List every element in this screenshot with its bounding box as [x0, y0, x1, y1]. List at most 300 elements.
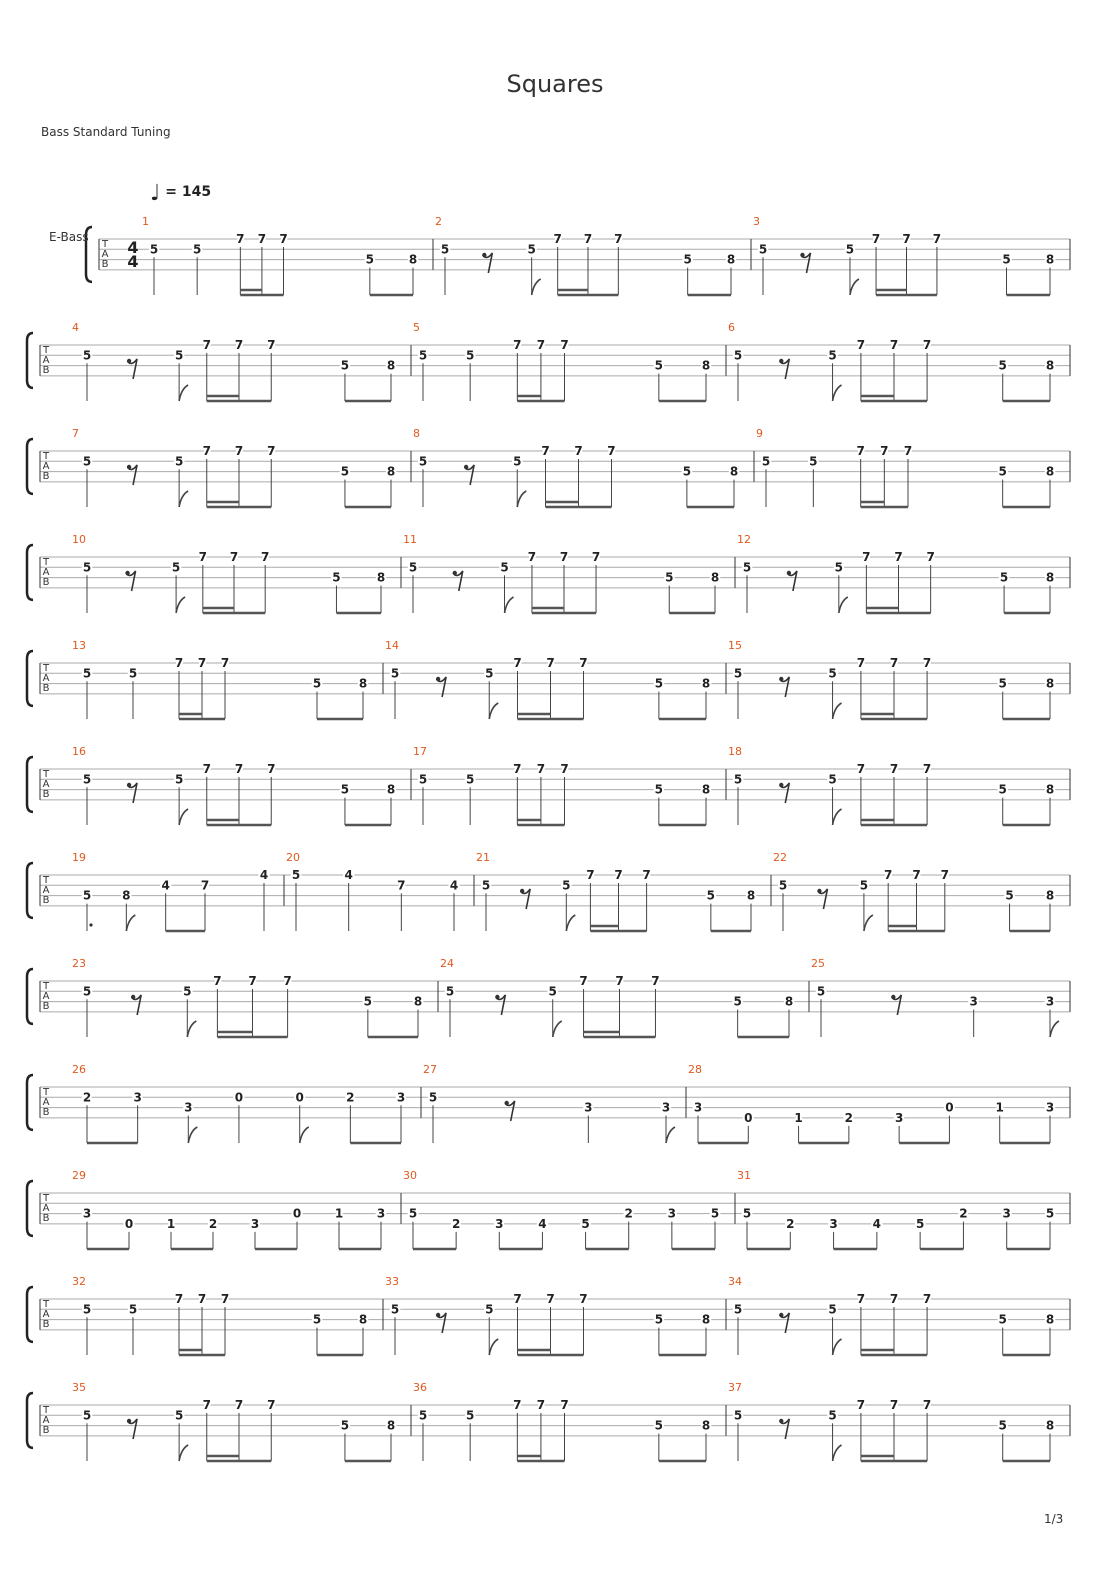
- eighth-flag-icon: [187, 1021, 196, 1037]
- eighth-flag-icon: [532, 279, 541, 295]
- fret-number: 5: [82, 772, 92, 787]
- fret-number: 7: [527, 550, 537, 564]
- fret-number: 5: [465, 772, 475, 787]
- fret-number: 5: [654, 358, 664, 373]
- fret-number: 7: [651, 974, 660, 988]
- fret-number: 8: [386, 1418, 396, 1433]
- measure-number: 30: [403, 1169, 417, 1182]
- fret-number: 8: [701, 1418, 711, 1433]
- fret-number: 7: [279, 232, 288, 246]
- fret-number: 8: [1045, 782, 1055, 797]
- tab-clef-letter: T: [42, 769, 50, 780]
- fret-number: 5: [363, 994, 373, 1009]
- fret-number: 7: [197, 1292, 207, 1306]
- fret-number: 5: [291, 868, 301, 882]
- eighth-rest-dot: [504, 1101, 508, 1105]
- fret-number: 4: [538, 1216, 547, 1231]
- fret-number: 7: [234, 338, 244, 352]
- fret-number: 8: [701, 358, 711, 373]
- time-signature-top: 4: [127, 238, 139, 257]
- fret-number: 7: [560, 762, 569, 776]
- fret-number: 7: [174, 656, 184, 670]
- system-bracket: [27, 1075, 33, 1130]
- fret-number: 5: [682, 464, 692, 479]
- fret-number: 7: [932, 232, 942, 246]
- eighth-flag-icon: [489, 1339, 498, 1355]
- fret-number: 5: [733, 994, 742, 1009]
- eighth-rest-dot: [464, 465, 468, 469]
- fret-number: 7: [513, 656, 522, 670]
- tab-clef-letter: A: [42, 779, 50, 790]
- eighth-flag-icon: [833, 1339, 842, 1355]
- fret-number: 3: [495, 1216, 504, 1231]
- fret-number: 7: [614, 868, 623, 882]
- fret-number: 5: [174, 348, 184, 363]
- system-bracket: [27, 969, 33, 1024]
- fret-number: 5: [654, 782, 664, 797]
- fret-number: 7: [862, 550, 871, 564]
- fret-number: 7: [922, 656, 932, 670]
- measure-number: 18: [728, 745, 742, 758]
- fret-number: 7: [903, 444, 913, 458]
- fret-number: 5: [654, 676, 664, 691]
- system-bracket: [27, 757, 33, 812]
- fret-number: 8: [746, 888, 756, 903]
- fret-number: 5: [654, 1312, 664, 1327]
- fret-number: 8: [1045, 1418, 1055, 1433]
- measure-number: 23: [72, 957, 86, 970]
- fret-number: 7: [220, 656, 230, 670]
- fret-number: 5: [340, 782, 350, 797]
- fret-number: 5: [548, 984, 557, 999]
- fret-number: 8: [386, 782, 396, 797]
- tab-clef-letter: B: [42, 1425, 50, 1436]
- fret-number: 8: [1045, 676, 1055, 691]
- fret-number: 7: [574, 444, 583, 458]
- fret-number: 5: [82, 888, 92, 903]
- fret-number: 8: [1045, 252, 1055, 267]
- fret-number: 2: [208, 1216, 218, 1231]
- tab-clef-letter: T: [42, 1299, 50, 1310]
- tab-clef-letter: A: [42, 1203, 50, 1214]
- fret-number: 0: [124, 1216, 134, 1231]
- fret-number: 7: [200, 878, 210, 893]
- eighth-flag-icon: [553, 1021, 562, 1037]
- fret-number: 8: [701, 676, 711, 691]
- song-title: Squares: [506, 70, 604, 98]
- measure-number: 28: [688, 1063, 702, 1076]
- fret-number: 3: [184, 1100, 193, 1115]
- fret-number: 5: [174, 1408, 184, 1423]
- measure-number: 6: [728, 321, 735, 334]
- page-number: 1/3: [1044, 1512, 1064, 1526]
- fret-number: 7: [283, 974, 292, 988]
- eighth-rest-dot: [131, 995, 135, 999]
- fret-number: 3: [661, 1100, 671, 1115]
- fret-number: 7: [257, 232, 267, 246]
- quarter-note-icon: ♩: [150, 181, 161, 206]
- measure-number: 14: [385, 639, 399, 652]
- fret-number: 5: [408, 560, 418, 575]
- measure-number: 11: [403, 533, 417, 546]
- eighth-flag-icon: [179, 385, 188, 401]
- system-bracket: [27, 545, 33, 600]
- fret-number: 5: [312, 1312, 322, 1327]
- tab-clef-letter: T: [42, 345, 50, 356]
- fret-number: 2: [786, 1216, 795, 1231]
- tuning-label: Bass Standard Tuning: [41, 125, 171, 139]
- fret-number: 7: [559, 550, 569, 564]
- fret-number: 5: [816, 984, 826, 999]
- eighth-rest-dot: [436, 1313, 440, 1317]
- eighth-flag-icon: [505, 597, 514, 613]
- eighth-rest-dot: [779, 783, 783, 787]
- fret-number: 5: [174, 772, 184, 787]
- fret-number: 5: [828, 666, 837, 681]
- fret-number: 8: [408, 252, 418, 267]
- fret-number: 7: [922, 338, 932, 352]
- fret-number: 7: [553, 232, 562, 246]
- fret-number: 5: [828, 348, 837, 363]
- fret-number: 5: [418, 772, 428, 787]
- fret-number: 7: [856, 444, 865, 458]
- fret-number: 5: [128, 666, 138, 681]
- eighth-rest-dot: [779, 1313, 783, 1317]
- tab-system: [27, 851, 1070, 931]
- fret-number: 7: [267, 1398, 276, 1412]
- tab-clef-letter: B: [42, 1319, 50, 1330]
- measure-number: 3: [753, 215, 760, 228]
- tab-system: [27, 1169, 1070, 1249]
- fret-number: 7: [922, 762, 932, 776]
- fret-number: 5: [128, 1302, 138, 1317]
- fret-number: 7: [267, 762, 276, 776]
- fret-number: 5: [654, 1418, 664, 1433]
- eighth-rest-dot: [495, 995, 499, 999]
- tab-clef-letter: T: [42, 875, 50, 886]
- measure-number: 16: [72, 745, 86, 758]
- eighth-rest-dot: [127, 465, 131, 469]
- fret-number: 5: [778, 878, 788, 893]
- eighth-rest-dot: [125, 571, 129, 575]
- fret-number: 7: [546, 656, 555, 670]
- fret-number: 3: [1002, 1206, 1011, 1221]
- fret-number: 7: [248, 974, 257, 988]
- system-bracket: [27, 863, 33, 918]
- fret-number: 5: [390, 666, 400, 681]
- fret-number: 0: [295, 1090, 304, 1105]
- fret-number: 7: [234, 444, 244, 458]
- fret-number: 7: [579, 1292, 588, 1306]
- tab-clef-letter: T: [42, 557, 50, 568]
- tab-clef-letter: B: [42, 789, 50, 800]
- fret-number: 7: [940, 868, 949, 882]
- fret-number: 5: [82, 1302, 92, 1317]
- fret-number: 5: [149, 242, 159, 257]
- measure-number: 37: [728, 1381, 742, 1394]
- fret-number: 7: [397, 878, 406, 893]
- measure-number: 33: [385, 1275, 399, 1288]
- fret-number: 7: [889, 762, 899, 776]
- measure-number: 34: [728, 1275, 742, 1288]
- measure-number: 13: [72, 639, 86, 652]
- tab-system: [27, 745, 1070, 825]
- fret-number: 3: [1045, 1100, 1055, 1115]
- fret-number: 5: [733, 348, 743, 363]
- fret-number: 3: [376, 1206, 386, 1221]
- measure-number: 26: [72, 1063, 86, 1076]
- fret-number: 7: [642, 868, 651, 882]
- fret-number: 5: [809, 454, 818, 469]
- eighth-rest-dot: [891, 995, 895, 999]
- fret-number: 2: [451, 1216, 461, 1231]
- measure-number: 12: [737, 533, 751, 546]
- tab-clef-letter: T: [42, 1087, 50, 1098]
- fret-number: 5: [332, 570, 341, 585]
- system-bracket: [27, 1393, 33, 1448]
- fret-number: 5: [733, 1302, 743, 1317]
- tab-clef-letter: T: [42, 451, 50, 462]
- fret-number: 5: [408, 1206, 418, 1221]
- fret-number: 0: [945, 1100, 954, 1115]
- fret-number: 8: [122, 888, 131, 903]
- tab-clef-letter: T: [42, 981, 50, 992]
- dot-icon: [89, 923, 92, 926]
- fret-number: 5: [465, 348, 475, 363]
- fret-number: 5: [445, 984, 455, 999]
- fret-number: 4: [449, 878, 459, 893]
- measure-number: 2: [435, 215, 442, 228]
- fret-number: 7: [889, 1292, 899, 1306]
- fret-number: 5: [82, 1408, 92, 1423]
- eighth-rest-dot: [779, 677, 783, 681]
- fret-number: 0: [744, 1110, 753, 1125]
- fret-number: 7: [871, 232, 881, 246]
- fret-number: 7: [536, 338, 546, 352]
- fret-number: 4: [259, 868, 269, 882]
- fret-number: 5: [845, 242, 855, 257]
- fret-number: 5: [183, 984, 192, 999]
- eighth-flag-icon: [179, 491, 188, 507]
- measure-number: 22: [773, 851, 787, 864]
- fret-number: 7: [202, 762, 211, 776]
- tab-clef-letter: T: [42, 1405, 50, 1416]
- fret-number: 7: [197, 656, 207, 670]
- fret-number: 8: [1045, 358, 1055, 373]
- fret-number: 5: [859, 878, 869, 893]
- fret-number: 5: [418, 1408, 428, 1423]
- measure-number: 5: [413, 321, 420, 334]
- fret-number: 5: [758, 242, 768, 257]
- fret-number: 7: [513, 338, 522, 352]
- eighth-flag-icon: [864, 915, 873, 931]
- fret-number: 5: [82, 560, 92, 575]
- fret-number: 8: [1045, 888, 1055, 903]
- eighth-flag-icon: [517, 491, 526, 507]
- fret-number: 5: [999, 570, 1009, 585]
- fret-number: 5: [465, 1408, 475, 1423]
- fret-number: 5: [82, 454, 92, 469]
- fret-number: 5: [710, 1206, 720, 1221]
- measure-number: 36: [413, 1381, 427, 1394]
- tab-system: [27, 1063, 1070, 1143]
- tab-clef-letter: B: [42, 683, 50, 694]
- fret-number: 5: [192, 242, 202, 257]
- tab-clef-letter: A: [42, 1097, 50, 1108]
- system-bracket: [27, 439, 33, 494]
- fret-number: 5: [998, 1312, 1007, 1327]
- fret-number: 7: [889, 338, 899, 352]
- fret-number: 5: [340, 358, 350, 373]
- tab-clef-letter: B: [42, 577, 50, 588]
- eighth-flag-icon: [176, 597, 185, 613]
- fret-number: 5: [834, 560, 843, 575]
- fret-number: 1: [794, 1110, 803, 1125]
- fret-number: 5: [440, 242, 450, 257]
- system-bracket: [27, 1181, 33, 1236]
- fret-number: 7: [513, 1292, 522, 1306]
- fret-number: 0: [292, 1206, 302, 1221]
- fret-number: 5: [1005, 888, 1014, 903]
- tab-system: [27, 1381, 1070, 1461]
- fret-number: 7: [615, 974, 624, 988]
- measure-number: 24: [440, 957, 454, 970]
- fret-number: 5: [828, 1408, 837, 1423]
- eighth-rest-dot: [800, 253, 804, 257]
- fret-number: 3: [894, 1110, 904, 1125]
- fret-number: 0: [234, 1090, 244, 1105]
- system-bracket: [27, 333, 33, 388]
- fret-number: 7: [894, 550, 903, 564]
- fret-number: 7: [856, 762, 866, 776]
- fret-number: 5: [761, 454, 771, 469]
- tab-system: [27, 533, 1070, 613]
- fret-number: 4: [344, 868, 353, 882]
- eighth-flag-icon: [489, 703, 498, 719]
- fret-number: 5: [733, 1408, 743, 1423]
- measure-number: 9: [756, 427, 763, 440]
- eighth-rest-dot: [482, 253, 486, 257]
- eighth-rest-dot: [779, 359, 783, 363]
- fret-number: 8: [701, 782, 711, 797]
- fret-number: 7: [261, 550, 270, 564]
- fret-number: 7: [560, 338, 569, 352]
- tab-clef-letter: B: [42, 365, 50, 376]
- tab-system: [49, 215, 1070, 295]
- eighth-flag-icon: [300, 1127, 309, 1143]
- tab-clef-letter: B: [42, 1213, 50, 1224]
- tab-system: [27, 1275, 1070, 1355]
- fret-number: 7: [536, 1398, 546, 1412]
- fret-number: 5: [1045, 1206, 1055, 1221]
- measure-number: 15: [728, 639, 742, 652]
- fret-number: 3: [969, 994, 978, 1009]
- tab-system: [27, 427, 1070, 507]
- measure-number: 1: [142, 215, 149, 228]
- eighth-flag-icon: [833, 809, 842, 825]
- fret-number: 5: [998, 782, 1007, 797]
- eighth-rest-dot: [520, 889, 524, 893]
- fret-number: 5: [513, 454, 522, 469]
- fret-number: 5: [390, 1302, 400, 1317]
- tab-clef-letter: T: [42, 663, 50, 674]
- fret-number: 7: [234, 762, 244, 776]
- fret-number: 7: [902, 232, 911, 246]
- fret-number: 7: [267, 444, 276, 458]
- fret-number: 7: [202, 338, 211, 352]
- fret-number: 5: [665, 570, 674, 585]
- tab-system: [27, 321, 1070, 401]
- measure-number: 10: [72, 533, 86, 546]
- fret-number: 5: [998, 464, 1007, 479]
- fret-number: 1: [995, 1100, 1004, 1115]
- fret-number: 5: [340, 464, 350, 479]
- fret-number: 7: [889, 1398, 899, 1412]
- fret-number: 2: [82, 1090, 92, 1105]
- fret-number: 7: [614, 232, 623, 246]
- eighth-flag-icon: [833, 1445, 842, 1461]
- fret-number: 5: [500, 560, 509, 575]
- fret-number: 7: [884, 868, 893, 882]
- tab-clef-letter: A: [42, 461, 50, 472]
- fret-number: 7: [912, 868, 921, 882]
- fret-number: 8: [376, 570, 386, 585]
- fret-number: 8: [784, 994, 794, 1009]
- eighth-rest-dot: [436, 677, 440, 681]
- instrument-label: E-Bass: [49, 230, 89, 244]
- eighth-flag-icon: [179, 1445, 188, 1461]
- fret-number: 5: [581, 1216, 590, 1231]
- fret-number: 5: [312, 676, 322, 691]
- eighth-flag-icon: [833, 385, 842, 401]
- fret-number: 5: [418, 348, 428, 363]
- eighth-rest-dot: [127, 783, 131, 787]
- tab-clef-letter: A: [42, 1415, 50, 1426]
- measure-number: 20: [286, 851, 300, 864]
- fret-number: 7: [198, 550, 207, 564]
- fret-number: 5: [365, 252, 375, 267]
- measure-number: 7: [72, 427, 79, 440]
- fret-number: 8: [386, 464, 396, 479]
- fret-number: 7: [591, 550, 601, 564]
- eighth-flag-icon: [566, 915, 575, 931]
- tab-clef-letter: B: [101, 259, 109, 270]
- fret-number: 8: [358, 1312, 368, 1327]
- eighth-flag-icon: [1050, 1021, 1059, 1037]
- fret-number: 5: [683, 252, 692, 267]
- fret-number: 7: [856, 338, 866, 352]
- fret-number: 7: [546, 1292, 555, 1306]
- fret-number: 7: [586, 868, 595, 882]
- fret-number: 7: [174, 1292, 184, 1306]
- eighth-rest-dot: [817, 889, 821, 893]
- fret-number: 2: [346, 1090, 355, 1105]
- fret-number: 7: [856, 656, 866, 670]
- fret-number: 3: [667, 1206, 677, 1221]
- fret-number: 7: [541, 444, 550, 458]
- eighth-flag-icon: [839, 597, 848, 613]
- tab-system: [27, 957, 1070, 1037]
- fret-number: 3: [250, 1216, 260, 1231]
- measure-number: 8: [413, 427, 420, 440]
- eighth-flag-icon: [179, 809, 188, 825]
- fret-number: 3: [396, 1090, 406, 1105]
- tab-clef-letter: T: [42, 1193, 50, 1204]
- tempo-value: = 145: [165, 184, 212, 200]
- fret-number: 7: [579, 974, 588, 988]
- fret-number: 5: [428, 1090, 438, 1105]
- fret-number: 8: [413, 994, 423, 1009]
